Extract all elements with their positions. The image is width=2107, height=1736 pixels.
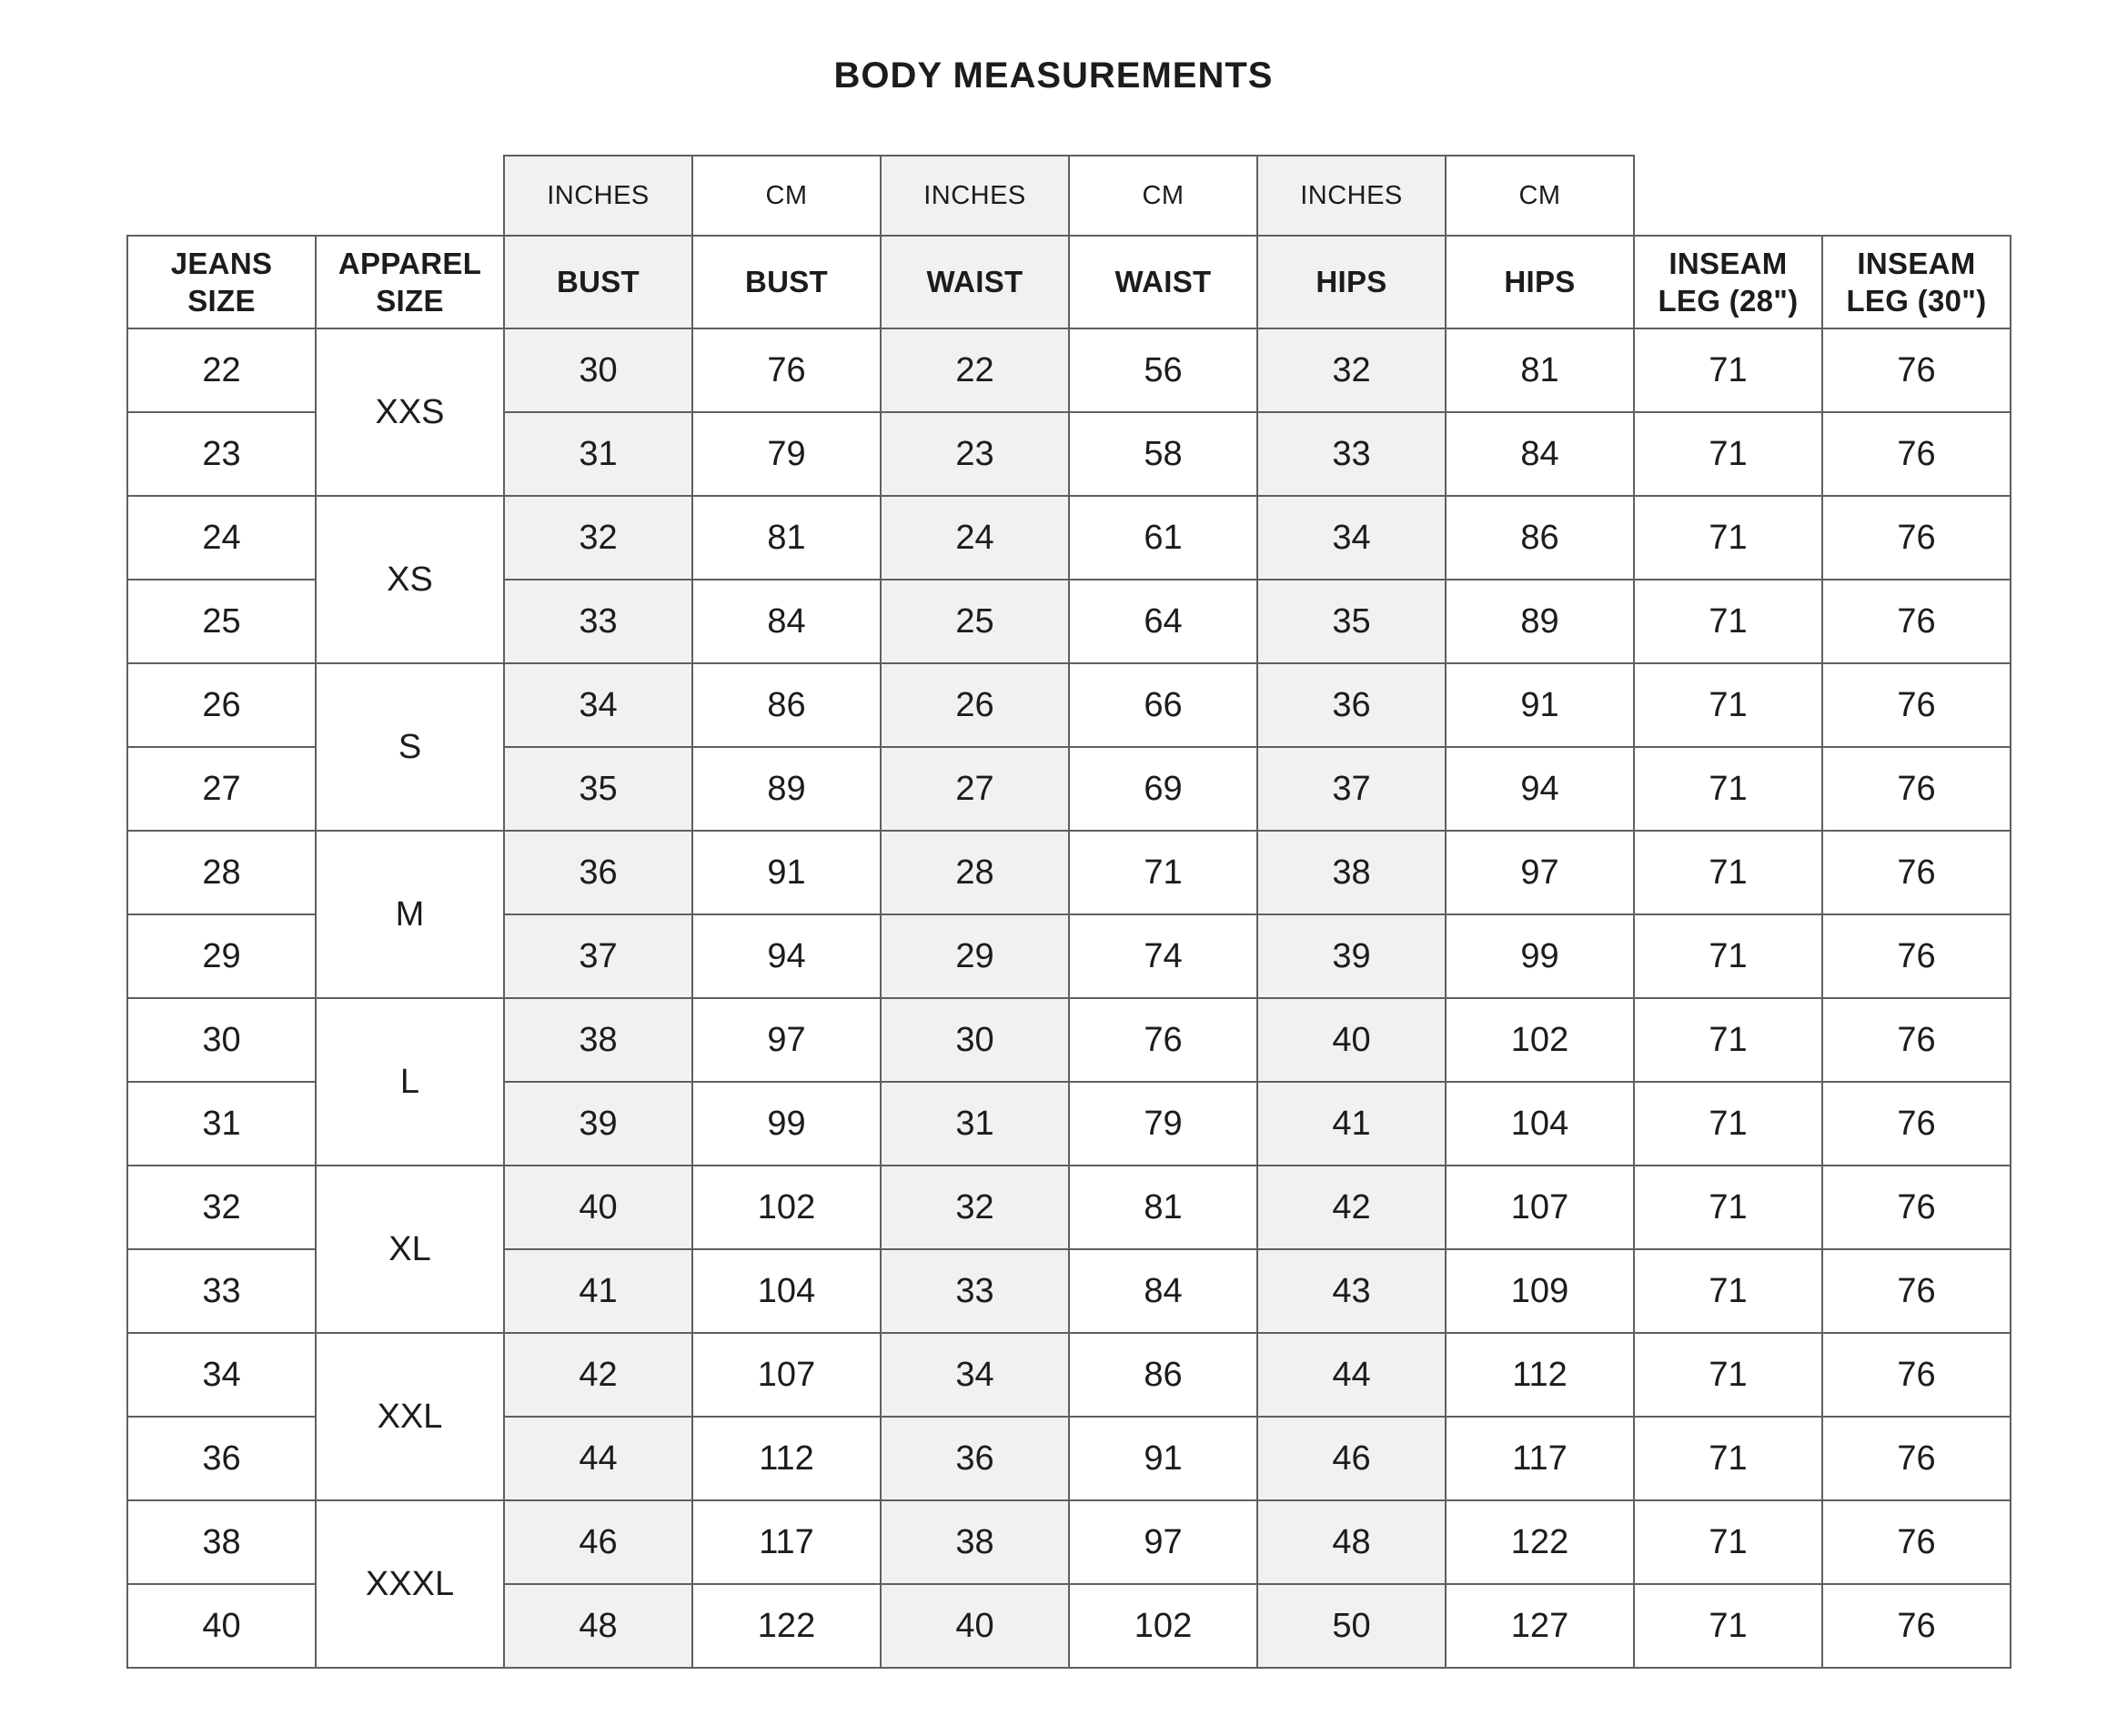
- measurement-cell: 37: [504, 914, 692, 998]
- measurement-cell: 76: [1822, 831, 2011, 914]
- measurement-cell: 99: [692, 1082, 881, 1166]
- measurement-cell: 35: [504, 747, 692, 831]
- measurement-cell: 30: [881, 998, 1069, 1082]
- column-header-inseam-28: INSEAM LEG (28"): [1634, 236, 1822, 328]
- measurement-cell: 42: [504, 1333, 692, 1417]
- measurement-cell: 84: [1446, 412, 1634, 496]
- measurement-cell: 36: [504, 831, 692, 914]
- measurement-cell: 38: [1257, 831, 1446, 914]
- table-row: [127, 663, 2011, 747]
- measurement-cell: 84: [692, 580, 881, 663]
- column-header-row: [127, 236, 2011, 328]
- measurement-cell: 94: [692, 914, 881, 998]
- measurement-cell: 28: [881, 831, 1069, 914]
- measurement-cell: 43: [1257, 1249, 1446, 1333]
- measurement-cell: 71: [1634, 1417, 1822, 1500]
- measurement-cell: 31: [504, 412, 692, 496]
- body-measurements-table: [126, 155, 2011, 1669]
- measurement-cell: 22: [881, 328, 1069, 412]
- measurement-cell: 71: [1634, 496, 1822, 580]
- column-header-inseam-30: INSEAM LEG (30"): [1822, 236, 2011, 328]
- measurement-cell: 89: [1446, 580, 1634, 663]
- jeans-size-cell: 27: [127, 747, 316, 831]
- table-row: [127, 998, 2011, 1082]
- measurement-cell: 71: [1634, 1166, 1822, 1249]
- measurement-cell: 112: [692, 1417, 881, 1500]
- measurement-cell: 89: [692, 747, 881, 831]
- measurement-cell: 97: [692, 998, 881, 1082]
- apparel-size-cell: S: [316, 663, 504, 831]
- unit-header-hips-cm: CM: [1446, 156, 1634, 236]
- table-row: [127, 1166, 2011, 1249]
- measurement-cell: 26: [881, 663, 1069, 747]
- measurement-cell: 35: [1257, 580, 1446, 663]
- apparel-size-cell: XXL: [316, 1333, 504, 1500]
- measurement-cell: 33: [1257, 412, 1446, 496]
- table-row: [127, 496, 2011, 580]
- measurement-cell: 30: [504, 328, 692, 412]
- jeans-size-cell: 22: [127, 328, 316, 412]
- units-row: [127, 156, 2011, 236]
- measurement-cell: 102: [692, 1166, 881, 1249]
- measurement-cell: 66: [1069, 663, 1257, 747]
- measurement-cell: 71: [1634, 328, 1822, 412]
- jeans-size-cell: 38: [127, 1500, 316, 1584]
- column-header-apparel-size: APPAREL SIZE: [316, 236, 504, 328]
- measurement-cell: 44: [1257, 1333, 1446, 1417]
- measurement-cell: 94: [1446, 747, 1634, 831]
- measurement-cell: 127: [1446, 1584, 1634, 1668]
- table-row: [127, 1500, 2011, 1584]
- measurement-cell: 76: [1822, 1417, 2011, 1500]
- unit-header-waist-cm: CM: [1069, 156, 1257, 236]
- measurement-cell: 71: [1634, 1500, 1822, 1584]
- measurement-cell: 76: [1822, 1249, 2011, 1333]
- measurement-cell: 48: [1257, 1500, 1446, 1584]
- measurement-cell: 104: [1446, 1082, 1634, 1166]
- measurement-cell: 42: [1257, 1166, 1446, 1249]
- measurement-cell: 34: [504, 663, 692, 747]
- measurement-cell: 122: [1446, 1500, 1634, 1584]
- measurement-cell: 71: [1634, 663, 1822, 747]
- measurement-cell: 32: [881, 1166, 1069, 1249]
- measurement-cell: 91: [1446, 663, 1634, 747]
- measurement-cell: 40: [881, 1584, 1069, 1668]
- measurement-cell: 71: [1634, 747, 1822, 831]
- measurement-cell: 69: [1069, 747, 1257, 831]
- jeans-size-cell: 40: [127, 1584, 316, 1668]
- column-header-waist-inches: WAIST: [881, 236, 1069, 328]
- measurement-cell: 38: [504, 998, 692, 1082]
- measurement-cell: 34: [1257, 496, 1446, 580]
- measurement-cell: 71: [1634, 998, 1822, 1082]
- measurement-cell: 40: [504, 1166, 692, 1249]
- measurement-cell: 32: [504, 496, 692, 580]
- apparel-size-cell: M: [316, 831, 504, 998]
- jeans-size-cell: 34: [127, 1333, 316, 1417]
- measurement-cell: 71: [1634, 914, 1822, 998]
- jeans-size-cell: 32: [127, 1166, 316, 1249]
- measurement-cell: 81: [1446, 328, 1634, 412]
- measurement-cell: 31: [881, 1082, 1069, 1166]
- measurement-cell: 76: [1822, 747, 2011, 831]
- measurement-cell: 36: [1257, 663, 1446, 747]
- measurement-cell: 37: [1257, 747, 1446, 831]
- jeans-size-cell: 28: [127, 831, 316, 914]
- measurement-cell: 76: [1069, 998, 1257, 1082]
- measurement-cell: 97: [1069, 1500, 1257, 1584]
- jeans-size-cell: 24: [127, 496, 316, 580]
- measurement-cell: 79: [692, 412, 881, 496]
- table-row: [127, 831, 2011, 914]
- measurement-cell: 71: [1634, 1082, 1822, 1166]
- measurement-cell: 71: [1634, 831, 1822, 914]
- measurement-cell: 86: [1446, 496, 1634, 580]
- measurement-cell: 76: [1822, 1082, 2011, 1166]
- jeans-size-cell: 29: [127, 914, 316, 998]
- measurement-cell: 32: [1257, 328, 1446, 412]
- measurement-cell: 74: [1069, 914, 1257, 998]
- measurement-cell: 107: [692, 1333, 881, 1417]
- measurement-cell: 112: [1446, 1333, 1634, 1417]
- measurement-cell: 81: [692, 496, 881, 580]
- jeans-size-cell: 30: [127, 998, 316, 1082]
- measurement-cell: 76: [1822, 1500, 2011, 1584]
- measurement-cell: 71: [1634, 1249, 1822, 1333]
- page-title: BODY MEASUREMENTS: [833, 56, 1274, 96]
- measurement-cell: 76: [1822, 998, 2011, 1082]
- apparel-size-cell: XXXL: [316, 1500, 504, 1668]
- measurement-cell: 46: [504, 1500, 692, 1584]
- measurement-cell: 102: [1069, 1584, 1257, 1668]
- measurement-cell: 97: [1446, 831, 1634, 914]
- measurement-cell: 41: [1257, 1082, 1446, 1166]
- measurement-cell: 64: [1069, 580, 1257, 663]
- measurement-cell: 76: [1822, 914, 2011, 998]
- measurement-cell: 38: [881, 1500, 1069, 1584]
- apparel-size-cell: L: [316, 998, 504, 1166]
- measurement-cell: 91: [1069, 1417, 1257, 1500]
- jeans-size-cell: 23: [127, 412, 316, 496]
- units-spacer-left: [127, 156, 504, 236]
- measurement-cell: 56: [1069, 328, 1257, 412]
- measurement-cell: 44: [504, 1417, 692, 1500]
- measurement-cell: 25: [881, 580, 1069, 663]
- apparel-size-cell: XL: [316, 1166, 504, 1333]
- column-header-bust-cm: BUST: [692, 236, 881, 328]
- measurement-cell: 39: [1257, 914, 1446, 998]
- measurement-cell: 71: [1634, 1584, 1822, 1668]
- measurement-cell: 76: [1822, 496, 2011, 580]
- measurement-cell: 71: [1634, 412, 1822, 496]
- measurement-cell: 71: [1069, 831, 1257, 914]
- measurement-cell: 104: [692, 1249, 881, 1333]
- measurement-cell: 86: [1069, 1333, 1257, 1417]
- measurement-cell: 48: [504, 1584, 692, 1668]
- measurement-cell: 71: [1634, 580, 1822, 663]
- measurement-cell: 27: [881, 747, 1069, 831]
- measurement-cell: 76: [1822, 412, 2011, 496]
- jeans-size-cell: 36: [127, 1417, 316, 1500]
- measurement-cell: 76: [1822, 1584, 2011, 1668]
- measurement-cell: 46: [1257, 1417, 1446, 1500]
- jeans-size-cell: 26: [127, 663, 316, 747]
- measurement-cell: 29: [881, 914, 1069, 998]
- units-spacer-right: [1634, 156, 2011, 236]
- apparel-size-cell: XS: [316, 496, 504, 663]
- measurement-cell: 36: [881, 1417, 1069, 1500]
- measurement-cell: 76: [1822, 580, 2011, 663]
- measurement-cell: 50: [1257, 1584, 1446, 1668]
- measurement-cell: 76: [1822, 1166, 2011, 1249]
- measurement-cell: 33: [881, 1249, 1069, 1333]
- column-header-jeans-size: JEANS SIZE: [127, 236, 316, 328]
- measurement-cell: 117: [1446, 1417, 1634, 1500]
- measurement-cell: 40: [1257, 998, 1446, 1082]
- measurement-cell: 91: [692, 831, 881, 914]
- measurement-cell: 58: [1069, 412, 1257, 496]
- measurement-cell: 86: [692, 663, 881, 747]
- measurement-cell: 76: [1822, 328, 2011, 412]
- measurement-cell: 117: [692, 1500, 881, 1584]
- measurement-cell: 76: [692, 328, 881, 412]
- column-header-hips-inches: HIPS: [1257, 236, 1446, 328]
- column-header-bust-inches: BUST: [504, 236, 692, 328]
- size-chart-body: [127, 328, 2011, 1668]
- apparel-size-cell: XXS: [316, 328, 504, 496]
- measurement-cell: 39: [504, 1082, 692, 1166]
- unit-header-hips-inches: INCHES: [1257, 156, 1446, 236]
- column-header-waist-cm: WAIST: [1069, 236, 1257, 328]
- measurement-cell: 76: [1822, 663, 2011, 747]
- measurement-cell: 81: [1069, 1166, 1257, 1249]
- table-row: [127, 328, 2011, 412]
- measurement-cell: 99: [1446, 914, 1634, 998]
- jeans-size-cell: 33: [127, 1249, 316, 1333]
- measurement-cell: 79: [1069, 1082, 1257, 1166]
- measurement-cell: 71: [1634, 1333, 1822, 1417]
- measurement-cell: 107: [1446, 1166, 1634, 1249]
- unit-header-waist-inches: INCHES: [881, 156, 1069, 236]
- measurement-cell: 23: [881, 412, 1069, 496]
- measurement-cell: 109: [1446, 1249, 1634, 1333]
- column-header-hips-cm: HIPS: [1446, 236, 1634, 328]
- jeans-size-cell: 31: [127, 1082, 316, 1166]
- table-row: [127, 1333, 2011, 1417]
- measurement-cell: 61: [1069, 496, 1257, 580]
- measurement-cell: 122: [692, 1584, 881, 1668]
- measurement-cell: 84: [1069, 1249, 1257, 1333]
- measurement-cell: 33: [504, 580, 692, 663]
- measurement-cell: 34: [881, 1333, 1069, 1417]
- unit-header-bust-inches: INCHES: [504, 156, 692, 236]
- measurement-cell: 102: [1446, 998, 1634, 1082]
- measurement-cell: 24: [881, 496, 1069, 580]
- measurement-cell: 41: [504, 1249, 692, 1333]
- jeans-size-cell: 25: [127, 580, 316, 663]
- measurement-cell: 76: [1822, 1333, 2011, 1417]
- unit-header-bust-cm: CM: [692, 156, 881, 236]
